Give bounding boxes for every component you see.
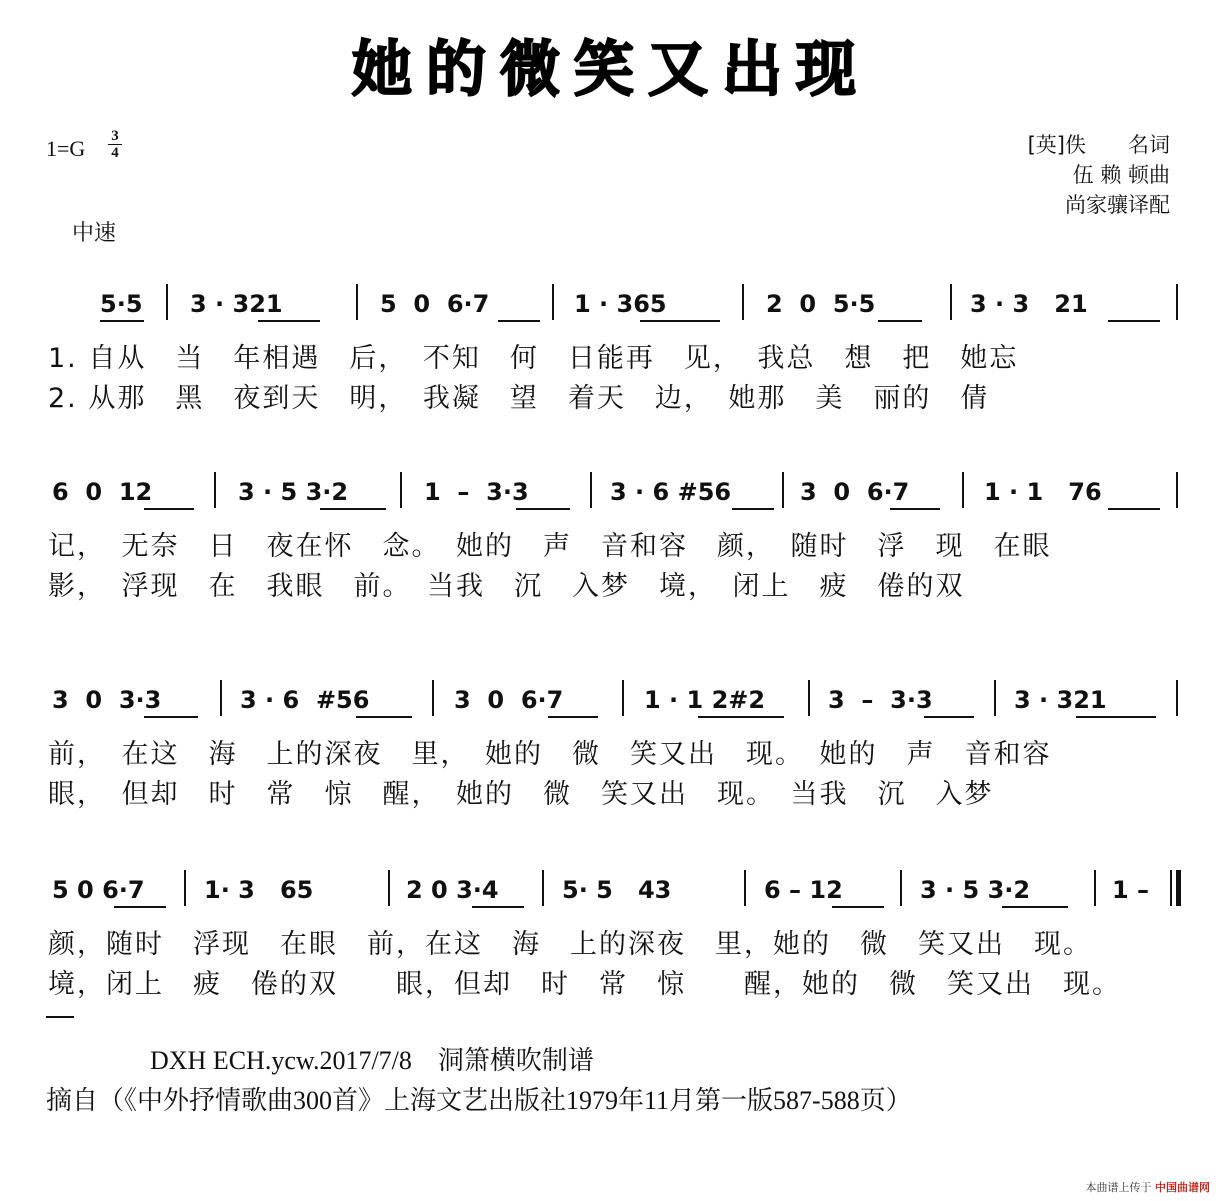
measure: 1 · 1 76 [984,478,1102,506]
measure: 2 0 3·4 [406,876,499,904]
credits [1028,130,1170,220]
notation-line [44,680,1184,720]
transcriber-note: DXH ECH.ycw.2017/7/8 洞箫横吹制谱 [150,1046,594,1075]
measure: 1 · 1 2#2 [644,686,766,714]
measure: 3 0 6·7 [800,478,910,506]
lyrics-verse-2: 眼， 但却 时 常 惊 醒， 她的 微 笑又出 现。 当我 沉 入梦 [48,779,994,810]
divider [46,1016,74,1018]
measure: 5· 5 43 [562,876,672,904]
time-signature [108,128,122,161]
key-signature: 1=G [46,136,86,161]
lyrics-verse-1: 记， 无奈 日 夜在怀 念。 她的 声 音和容 颜， 随时 浮 现 在眼 [48,531,1052,562]
measure: 1 · 365 [574,290,667,318]
source-note: 摘自（《中外抒情歌曲300首》上海文艺出版社1979年11月第一版587-588页） [46,1086,912,1115]
page-title: 她的微笑又出现 [352,35,870,105]
measure: 3 · 6 #56 [240,686,370,714]
watermark-text: 本曲谱上传于 [1085,1181,1152,1194]
measure: 2 0 5·5 [766,290,876,318]
measure: 1 – [1112,876,1150,904]
time-signature-bottom: 4 [111,145,119,161]
measure: 5 0 6·7 [52,876,145,904]
lyrics-verse-1: 颜，随时 浮现 在眼 前，在这 海 上的深夜 里，她的 微 笑又出 现。 [48,929,1092,960]
credit-translator: 尚家骧译配 [1065,193,1170,217]
measure: 6 – 12 [764,876,843,904]
credit-lyricist: [英]佚 名词 [1027,133,1170,157]
credit-composer: 伍 赖 顿曲 [1072,163,1170,187]
measure: 1 – 3·3 [424,478,529,506]
lyrics-verse-2: 影， 浮现 在 我眼 前。 当我 沉 入梦 境， 闭上 疲 倦的双 [48,571,965,602]
measure: 3 · 5 3·2 [920,876,1031,904]
lyrics-verse-2: 境，闭上 疲 倦的双 眼，但却 时 常 惊 醒，她的 微 笑又出 现。 [48,969,1121,1000]
measure: 3 – 3·3 [828,686,933,714]
lyrics-verse-2: 2. 从那 黑 夜到天 明， 我凝 望 着天 边， 她那 美 丽的 倩 [48,383,990,414]
lyrics-verse-1: 1. 自从 当 年相遇 后， 不知 何 日能再 见， 我总 想 把 她忘 [48,343,1019,374]
lyrics-verse-1: 前， 在这 海 上的深夜 里， 她的 微 笑又出 现。 她的 声 音和容 [48,739,1052,770]
notation-line [44,870,1184,910]
measure: 6 0 12 [52,478,153,506]
tempo-marking: 中速 [72,221,117,246]
measure: 1· 3 65 [204,876,314,904]
measure: 5·5 [100,290,143,318]
measure: 5 0 6·7 [380,290,490,318]
notation-line [44,284,1184,324]
measure: 3 · 321 [1014,686,1107,714]
watermark-brand: 中国曲谱网 [1155,1181,1210,1194]
measure: 3 · 3 21 [970,290,1088,318]
measure: 3 · 6 #56 [610,478,732,506]
time-signature-top: 3 [111,128,119,144]
measure: 3 0 3·3 [52,686,162,714]
measure: 3 · 321 [190,290,283,318]
notation-line [44,472,1184,512]
watermark [1086,1179,1211,1195]
measure: 3 0 6·7 [454,686,564,714]
measure: 3 · 5 3·2 [238,478,349,506]
